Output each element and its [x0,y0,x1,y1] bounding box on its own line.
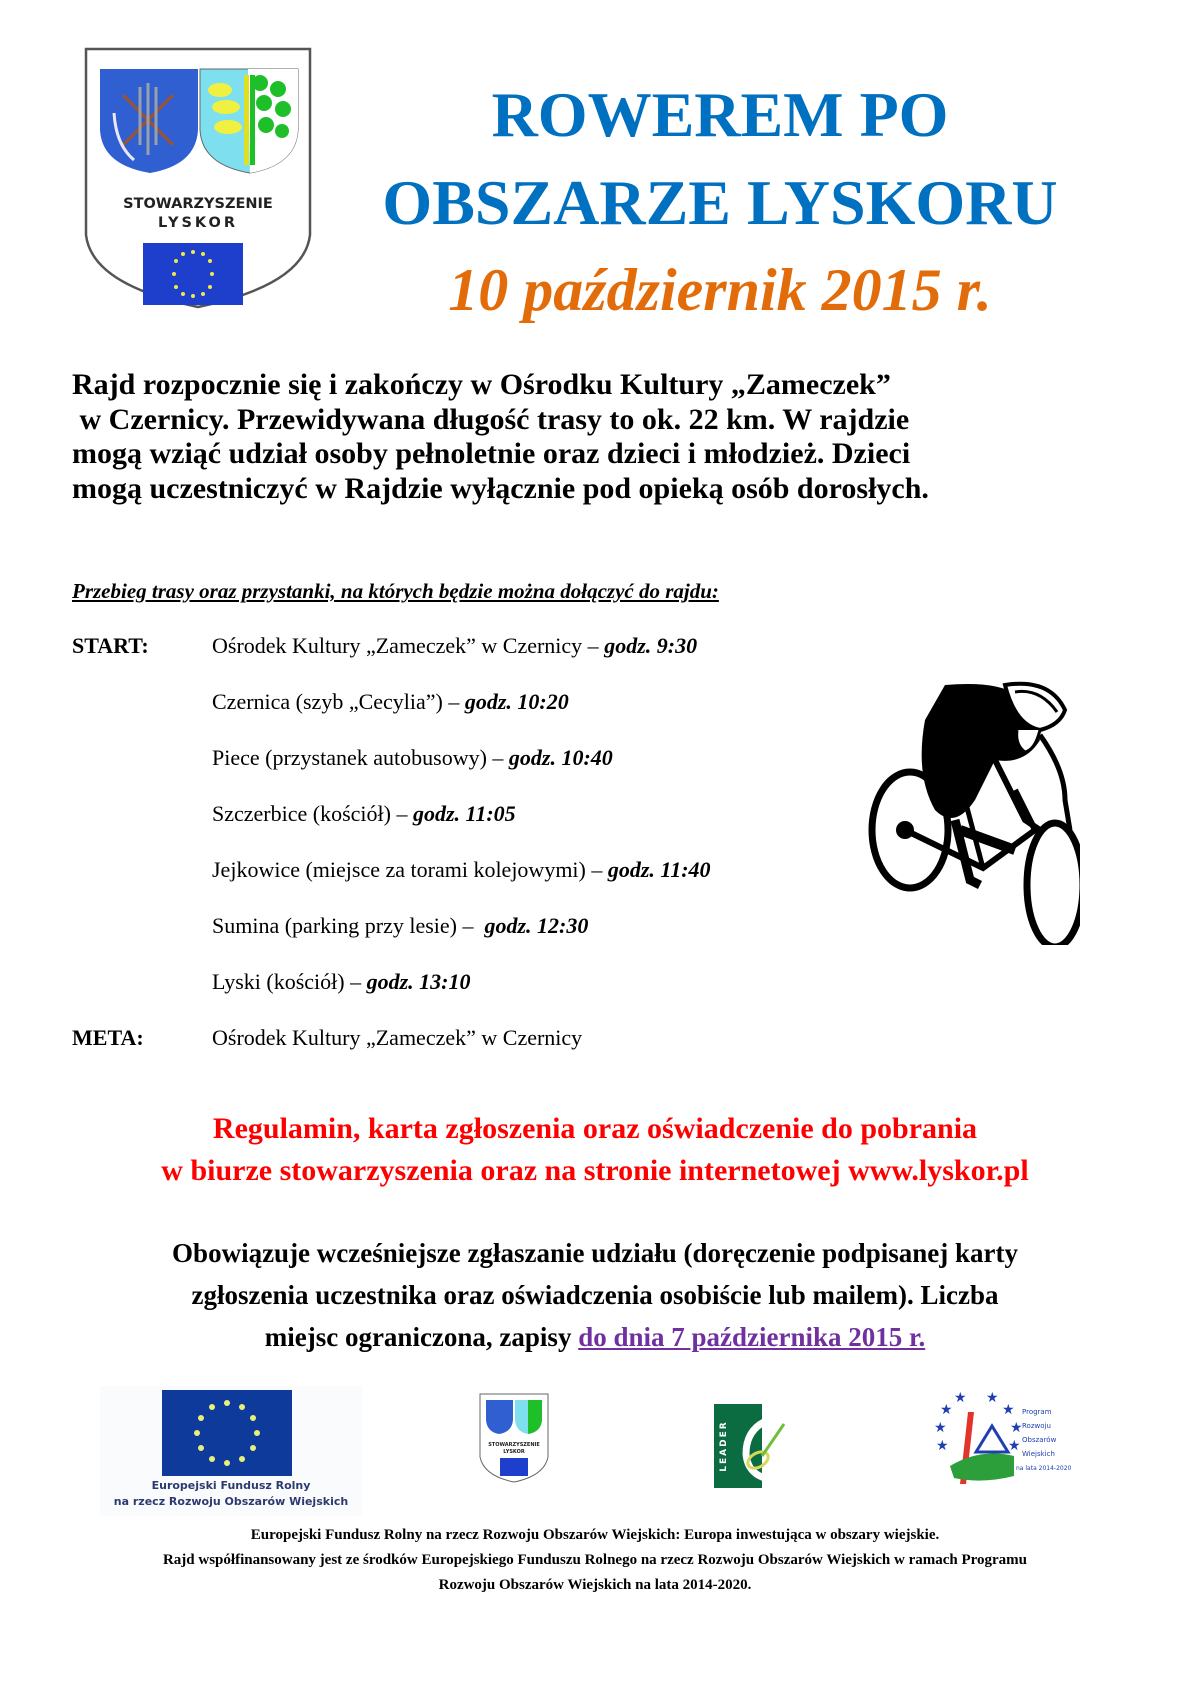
eafrd-caption-line: na rzecz Rozwoju Obszarów Wiejskich [113,1495,349,1508]
route-stop [212,912,588,940]
stop-time: godz. 9:30 [604,633,698,658]
title-line-2: OBSZARZE LYSKORU [382,167,1058,238]
stop-place: Lyski (kościół) – [212,969,367,994]
notice-line: Regulamin, karta zgłoszenia oraz oświadczenie do pobrania [212,1112,978,1145]
prow-text: Wiejskich [1022,1450,1055,1458]
intro-paragraph [72,368,1119,506]
route-finish: Ośrodek Kultury „Zameczek” w Czernicy [212,1025,583,1050]
registration-line [60,1316,1130,1358]
route-stop [212,856,711,884]
stop-place: Ośrodek Kultury „Zameczek” w Czernicy – [212,633,605,658]
stop-place: Jejkowice (miejsce za torami kolejowymi) – [212,857,608,882]
eu-flag-icon [162,1390,292,1476]
prow-logo [930,1392,1078,1488]
route-stop [212,632,697,660]
eafrd-logo [100,1386,362,1516]
logo-text-line1: STOWARZYSZENIE [123,196,273,212]
footer-line: Rozwoju Obszarów Wiejskich na lata 2014-2020. [438,1577,752,1593]
svg-text:★: ★ [940,1403,953,1418]
logo-text-line2: LYSKOR [157,215,239,231]
intro-line: w Czernicy. Przewidywana długość trasy to ok. 22 km. W rajdzie [72,402,910,436]
route-heading: Przebieg trasy oraz przystanki, na których będzie można dołączyć do rajdu: [72,579,719,603]
stop-time: godz. 10:20 [464,689,569,714]
leader-text: LEADER [719,1420,729,1472]
small-logo-text: STOWARZYSZENIE [488,1442,540,1448]
svg-text:★: ★ [1010,1421,1023,1436]
svg-text:★: ★ [1008,1439,1021,1454]
stop-place: Sumina (parking przy lesie) – [212,913,485,938]
cyclist-illustration [865,680,1080,945]
footer-line: Europejski Fundusz Rolny na rzecz Rozwoju Obszarów Wiejskich: Europa inwestująca w obszary wiejskie. [250,1527,940,1543]
start-label: START: [72,633,149,658]
funding-footer [60,1523,1130,1598]
registration-deadline-link[interactable]: do dnia 7 października 2015 r. [578,1322,926,1352]
prow-text: na lata 2014-2020 [1016,1465,1072,1472]
stowarzyszenie-lyskor-small-logo [478,1392,550,1484]
route-stop [212,688,569,716]
svg-text:★: ★ [986,1392,999,1406]
intro-line: mogą wziąć udział osoby pełnoletnie oraz dzieci i młodzież. Dzieci [72,437,911,470]
stop-time: godz. 11:40 [607,857,711,882]
stop-time: godz. 13:10 [366,969,471,994]
notice-line: w biurze stowarzyszenia oraz na stronie internetowej www.lyskor.pl [161,1154,1029,1187]
svg-text:★: ★ [936,1439,949,1454]
title-line-1: ROWEREM PO [491,79,949,150]
stop-time: godz. 11:05 [412,801,516,826]
small-logo-text: LYSKOR [503,1449,525,1455]
registration-info [60,1232,1130,1358]
svg-text:★: ★ [1002,1403,1015,1418]
prow-text: Obszarów [1022,1436,1057,1444]
event-date: 10 październik 2015 r. [448,257,992,323]
meta-label: META: [72,1025,144,1050]
download-notice [60,1108,1130,1192]
stop-place: Czernica (szyb „Cecylia”) – [212,689,465,714]
stop-place: Szczerbice (kościół) – [212,801,413,826]
footer-line: Rajd współfinansowany jest ze środków Europejskiego Funduszu Rolnego na rzecz Rozwoju Obszarów Wiejskich w ramach Programu [162,1552,1028,1568]
intro-line: mogą uczestniczyć w Rajdzie wyłącznie pod opieką osób dorosłych. [72,471,929,505]
route-stop [212,744,613,772]
route-stop [212,968,471,996]
eafrd-caption [100,1478,362,1510]
intro-line: Rajd rozpocznie się i zakończy w Ośrodku Kultury „Zameczek” [72,368,891,401]
prow-text: Rozwoju [1022,1422,1051,1430]
stowarzyszenie-lyskor-logo [78,45,318,310]
registration-line: Obowiązuje wcześniejsze zgłaszanie udziału (doręczenie podpisanej karty [172,1238,1018,1268]
registration-prefix: miejsc ograniczona, zapisy [264,1322,579,1352]
stop-time: godz. 10:40 [508,745,613,770]
prow-text: Program [1022,1408,1052,1416]
svg-text:★: ★ [934,1421,947,1436]
leader-logo [714,1404,800,1488]
stop-time: godz. 12:30 [484,913,589,938]
stop-place: Piece (przystanek autobusowy) – [212,745,509,770]
registration-line: zgłoszenia uczestnika oraz oświadczenia osobiście lub mailem). Liczba [191,1280,999,1310]
svg-text:★: ★ [954,1392,967,1406]
eafrd-caption-line: Europejski Fundusz Rolny [151,1479,311,1492]
route-stop [212,800,516,828]
